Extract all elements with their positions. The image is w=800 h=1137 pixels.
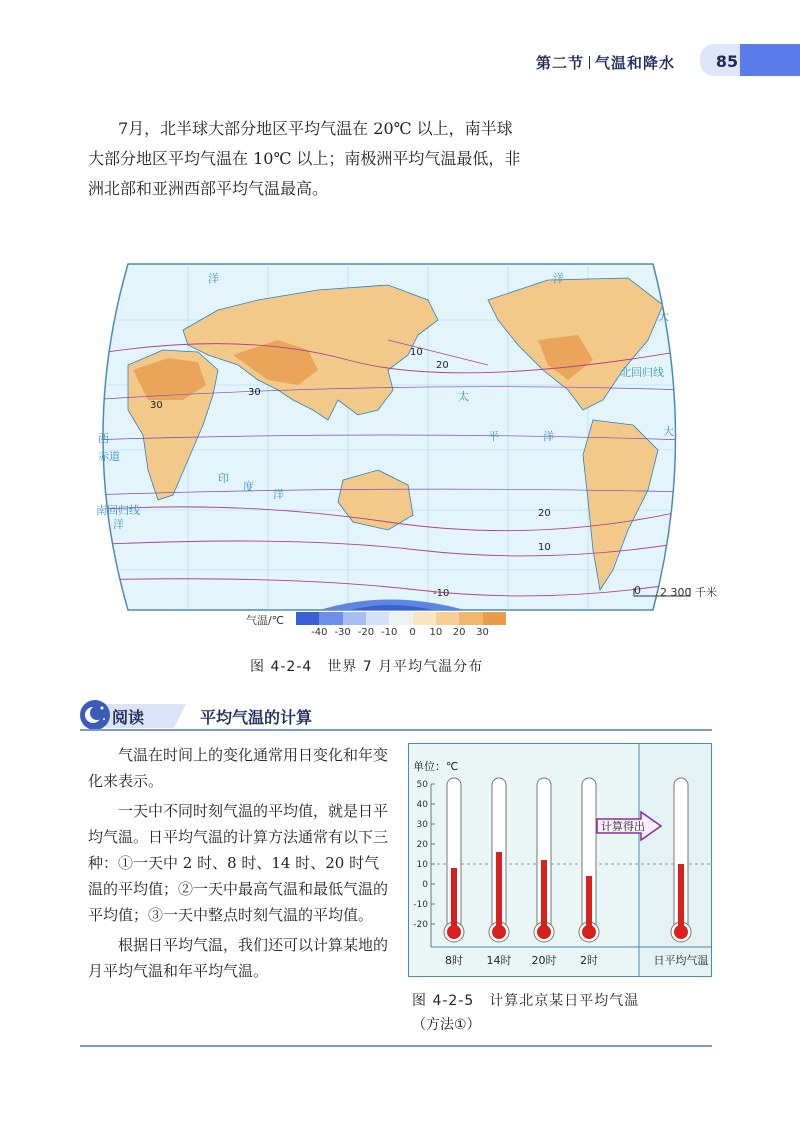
y-axis-tick-label: 30 [416, 820, 428, 830]
isotherm-label: 20 [436, 360, 449, 371]
world-july-temperature-map [88, 260, 688, 614]
mercury-column [678, 864, 684, 928]
equator-label: 赤道 [98, 450, 120, 463]
legend-swatch [296, 612, 319, 625]
section-number: 第二节 [536, 54, 585, 72]
figure-caption: 图 4-2-5 计算北京某日平均气温 [412, 993, 640, 1009]
legend-swatch [366, 612, 389, 625]
reading-divider [80, 729, 712, 731]
ocean-label: 大 [658, 310, 669, 323]
ocean-label: 度 [243, 480, 254, 493]
unit-label: 单位：℃ [413, 760, 459, 773]
thermometer [532, 778, 557, 967]
ocean-label: 大 [663, 425, 674, 438]
mercury-column [541, 860, 547, 928]
legend-tick: -30 [334, 627, 351, 638]
y-axis-tick-label: -20 [413, 920, 428, 930]
isotherm-label: 30 [248, 387, 261, 398]
ocean-label: 洋 [553, 272, 564, 285]
reading-paragraph: 一天中不同时刻气温的平均值，就是日平均气温。日平均气温的计算方法通常有以下三种：①一天中 2 时、8 时、14 时、20 时气温的平均值；②一天中最高气温和最低气温的平均值；③一天中整点时刻气温的平均值。 [88, 802, 389, 924]
legend-tick: -20 [357, 627, 375, 638]
header-divider [589, 56, 590, 69]
reading-paragraph: 气温在时间上的变化通常用日变化和年变化来表示。 [88, 746, 389, 790]
thermometer-figure [408, 743, 712, 977]
legend-tick: -10 [381, 627, 398, 638]
legend-tick: -40 [311, 627, 328, 638]
thermometer [487, 778, 512, 967]
header-color-bar [740, 44, 800, 76]
reading-paragraph: 根据日平均气温，我们还可以计算某地的月平均气温和年平均气温。 [88, 936, 389, 980]
isotherm-label: -10 [433, 588, 450, 599]
mercury-column [586, 876, 592, 928]
thermometer-label: 20时 [531, 954, 557, 967]
reading-moon-icon [80, 700, 110, 730]
legend-swatch [436, 612, 459, 625]
y-axis-tick-label: 0 [422, 880, 428, 890]
ocean-label: 洋 [543, 430, 554, 443]
scale-label: 2 300 千米 [660, 586, 717, 599]
legend-swatch [483, 612, 506, 625]
thermometer-chart [409, 744, 711, 976]
ocean-label: 印 [218, 472, 229, 485]
tropic-of-cancer-label: 北回归线 [620, 366, 664, 379]
ocean-label: 西 [98, 432, 109, 445]
thermometer-label: 8时 [445, 954, 463, 967]
y-axis-tick-label: 10 [416, 860, 428, 870]
temperature-color-legend [296, 612, 506, 625]
scale-zero: 0 [634, 584, 641, 597]
ocean-label: 平 [488, 430, 499, 443]
legend-swatch [459, 612, 482, 625]
y-axis-tick-label: 40 [416, 800, 428, 810]
legend-swatch [389, 612, 412, 625]
y-axis-tick-label: -10 [413, 900, 428, 910]
map-caption: 图 4-2-4 世界 7 月平均气温分布 [250, 659, 484, 675]
ocean-label: 洋 [113, 518, 124, 531]
reading-title: 平均气温的计算 [200, 708, 313, 727]
section-title: 气温和降水 [595, 54, 676, 72]
legend-tick: 30 [476, 627, 489, 638]
isotherm-label: 10 [538, 542, 551, 553]
thermometer [579, 778, 599, 967]
isotherm-label: 10 [410, 347, 423, 358]
figure-caption-method: （方法①） [412, 1017, 481, 1033]
isotherm-label: 30 [150, 400, 163, 411]
thermometer [444, 778, 464, 967]
reading-body [88, 742, 390, 988]
y-axis-tick-label: 20 [416, 840, 428, 850]
legend-label: 气温/℃ [246, 614, 285, 627]
thermometer-label: 2时 [580, 954, 598, 967]
ocean-label: 洋 [208, 272, 219, 285]
isotherm-label: 20 [538, 508, 551, 519]
legend-swatch [319, 612, 342, 625]
tropic-of-capricorn-label: 南回归线 [96, 504, 140, 517]
mercury-column [451, 868, 457, 928]
legend-swatch [413, 612, 436, 625]
y-axis-tick-label: 50 [416, 780, 428, 790]
bottom-divider [80, 1045, 712, 1047]
legend-tick: 0 [409, 627, 416, 638]
intro-paragraph: 7月，北半球大部分地区平均气温在 20℃ 以上，南半球大部分地区平均气温在 10℃ 以上；南极洲平均气温最低，非洲北部和亚洲西部平均气温最高。 [88, 119, 521, 198]
running-header [536, 52, 675, 73]
thermometer-label: 日平均气温 [653, 954, 709, 967]
legend-tick: 20 [452, 627, 466, 638]
legend-ticks [296, 627, 506, 641]
ocean-label: 太 [458, 390, 469, 403]
legend-swatch [343, 612, 366, 625]
page-number: 85 [715, 52, 739, 71]
mercury-column [496, 852, 502, 928]
ocean-label: 洋 [273, 488, 284, 501]
thermometer-label: 14时 [486, 954, 512, 967]
legend-tick: 10 [429, 627, 443, 638]
reading-tag: 阅读 [112, 708, 145, 727]
arrow-label: 计算得出 [601, 820, 645, 833]
